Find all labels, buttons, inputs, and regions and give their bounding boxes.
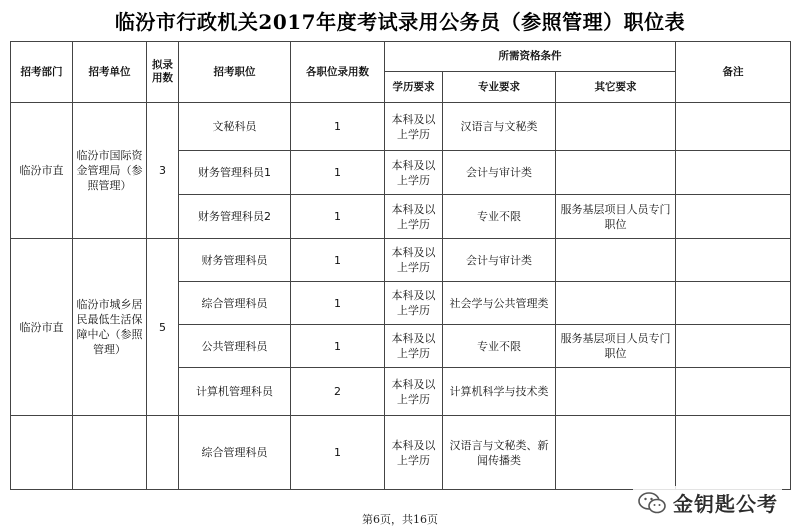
major-cell: 会计与审计类 xyxy=(443,239,556,282)
table-row xyxy=(11,239,791,282)
header-dept: 招考部门 xyxy=(11,42,73,103)
education-cell: 本科及以上学历 xyxy=(385,103,443,151)
education-cell: 本科及以上学历 xyxy=(385,368,443,416)
education-cell: 本科及以上学历 xyxy=(385,325,443,368)
education-cell: 本科及以上学历 xyxy=(385,151,443,195)
table-row xyxy=(11,416,791,490)
major-cell: 专业不限 xyxy=(443,325,556,368)
page-title: 临汾市行政机关2017年度考试录用公务员（参照管理）职位表 xyxy=(114,10,686,34)
position-cell: 财务管理科员1 xyxy=(179,151,291,195)
position-cell: 财务管理科员 xyxy=(179,239,291,282)
unit-cell: 临汾市城乡居民最低生活保障中心（参照管理） xyxy=(73,239,147,416)
major-cell: 计算机科学与技术类 xyxy=(443,368,556,416)
education-cell: 本科及以上学历 xyxy=(385,239,443,282)
other-cell: 服务基层项目人员专门职位 xyxy=(556,325,676,368)
header-position: 招考职位 xyxy=(179,42,291,103)
header-education: 学历要求 xyxy=(385,72,443,103)
education-cell: 本科及以上学历 xyxy=(385,282,443,325)
header-major: 专业要求 xyxy=(443,72,556,103)
header-planned: 拟录用数 xyxy=(147,42,179,103)
major-cell: 社会学与公共管理类 xyxy=(443,282,556,325)
count-cell: 1 xyxy=(291,195,385,239)
count-cell: 1 xyxy=(291,239,385,282)
education-cell: 本科及以上学历 xyxy=(385,416,443,490)
position-cell: 综合管理科员 xyxy=(179,416,291,490)
position-table xyxy=(10,41,791,490)
other-cell xyxy=(556,416,676,490)
watermark-text: 金钥匙公考 xyxy=(673,492,778,516)
page-footer: 第6页，共16页 xyxy=(362,513,438,526)
education-cell: 本科及以上学历 xyxy=(385,195,443,239)
other-cell xyxy=(556,151,676,195)
remarks-cell xyxy=(676,368,791,416)
remarks-cell xyxy=(676,151,791,195)
dept-cell: 临汾市直 xyxy=(11,103,73,239)
count-cell: 1 xyxy=(291,103,385,151)
other-cell xyxy=(556,103,676,151)
unit-cell: 临汾市国际资金管理局（参照管理） xyxy=(73,103,147,239)
position-cell: 综合管理科员 xyxy=(179,282,291,325)
position-cell: 计算机管理科员 xyxy=(179,368,291,416)
other-cell: 服务基层项目人员专门职位 xyxy=(556,195,676,239)
planned-cell xyxy=(147,416,179,490)
other-cell xyxy=(556,239,676,282)
wechat-icon xyxy=(637,491,667,515)
remarks-cell xyxy=(676,325,791,368)
major-cell: 汉语言与文秘类 xyxy=(443,103,556,151)
remarks-cell xyxy=(676,239,791,282)
other-cell xyxy=(556,368,676,416)
count-cell: 1 xyxy=(291,325,385,368)
count-cell: 1 xyxy=(291,282,385,325)
count-cell: 1 xyxy=(291,151,385,195)
dept-cell xyxy=(11,416,73,490)
position-cell: 文秘科员 xyxy=(179,103,291,151)
header-per-position: 各职位录用数 xyxy=(291,42,385,103)
header-other: 其它要求 xyxy=(556,72,676,103)
other-cell xyxy=(556,282,676,325)
header-row-1 xyxy=(11,42,791,72)
header-unit: 招考单位 xyxy=(73,42,147,103)
position-cell: 财务管理科员2 xyxy=(179,195,291,239)
watermark xyxy=(633,486,782,519)
header-remarks: 备注 xyxy=(676,42,791,103)
remarks-cell xyxy=(676,282,791,325)
remarks-cell xyxy=(676,416,791,490)
major-cell: 汉语言与文秘类、新闻传播类 xyxy=(443,416,556,490)
unit-cell xyxy=(73,416,147,490)
count-cell: 2 xyxy=(291,368,385,416)
position-cell: 公共管理科员 xyxy=(179,325,291,368)
dept-cell: 临汾市直 xyxy=(11,239,73,416)
header-qualifications: 所需资格条件 xyxy=(385,42,676,72)
major-cell: 会计与审计类 xyxy=(443,151,556,195)
major-cell: 专业不限 xyxy=(443,195,556,239)
remarks-cell xyxy=(676,195,791,239)
planned-cell: 5 xyxy=(147,239,179,416)
remarks-cell xyxy=(676,103,791,151)
planned-cell: 3 xyxy=(147,103,179,239)
table-row xyxy=(11,103,791,151)
count-cell: 1 xyxy=(291,416,385,490)
